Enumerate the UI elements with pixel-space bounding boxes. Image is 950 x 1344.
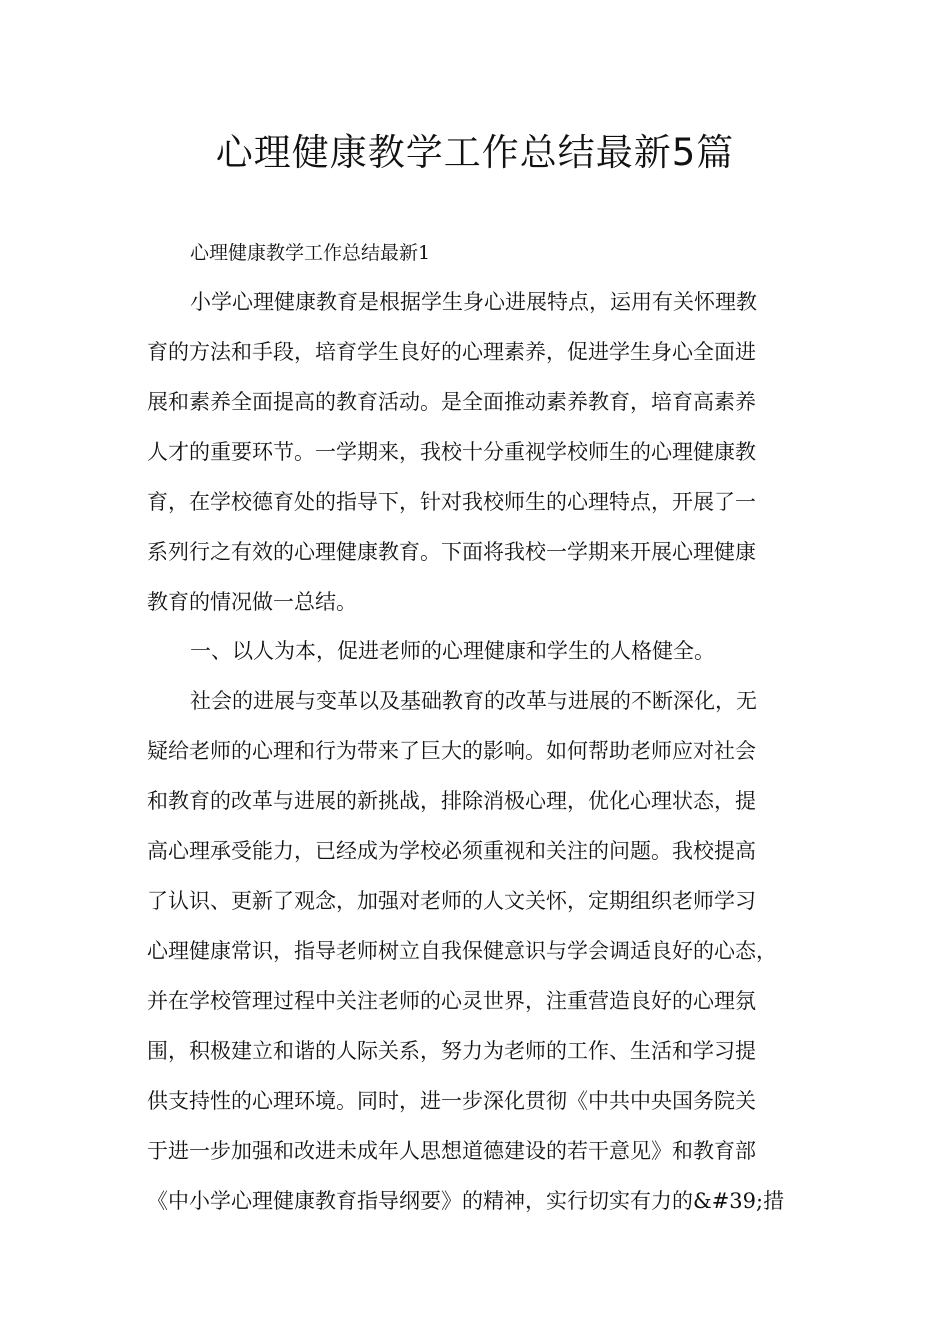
paragraph-line: 展和素养全面提高的教育活动。是全面推动素养教育，培育高素养 bbox=[147, 390, 756, 414]
paragraph-line: 社会的进展与变革以及基础教育的改革与进展的不断深化，无 bbox=[190, 689, 757, 713]
paragraph-line: 《中小学心理健康教育指导纲要》的精神，实行切实有力的&#39;措 bbox=[147, 1189, 785, 1213]
paragraph-line: 人才的重要环节。一学期来，我校十分重视学校师生的心理健康教 bbox=[147, 440, 756, 464]
section-heading: 一、以人为本，促进老师的心理健康和学生的人格健全。 bbox=[190, 639, 715, 663]
paragraph-line: 育的方法和手段，培育学生良好的心理素养，促进学生身心全面进 bbox=[147, 340, 756, 364]
paragraph-line: 育，在学校德育处的指导下，针对我校师生的心理特点，开展了一 bbox=[147, 490, 756, 514]
paragraph-line: 了认识、更新了观念，加强对老师的人文关怀，定期组织老师学习 bbox=[147, 889, 756, 913]
paragraph-line: 于进一步加强和改进未成年人思想道德建设的若干意见》和教育部 bbox=[147, 1139, 756, 1163]
paragraph-line: 心理健康常识，指导老师树立自我保健意识与学会调适良好的心态， bbox=[147, 939, 777, 963]
paragraph-line: 和教育的改革与进展的新挑战，排除消极心理，优化心理状态，提 bbox=[147, 789, 756, 813]
paragraph-line: 并在学校管理过程中关注老师的心灵世界，注重营造良好的心理氛 bbox=[147, 989, 756, 1013]
paragraph-line: 小学心理健康教育是根据学生身心进展特点，运用有关怀理教 bbox=[190, 290, 757, 314]
paragraph-line: 教育的情况做一总结。 bbox=[147, 590, 357, 614]
paragraph-line: 围，积极建立和谐的人际关系，努力为老师的工作、生活和学习提 bbox=[147, 1039, 756, 1063]
section-heading: 心理健康教学工作总结最新1 bbox=[190, 242, 431, 264]
paragraph-line: 系列行之有效的心理健康教育。下面将我校一学期来开展心理健康 bbox=[147, 540, 756, 564]
paragraph-line: 疑给老师的心理和行为带来了巨大的影响。如何帮助老师应对社会 bbox=[147, 739, 756, 763]
paragraph-line: 供支持性的心理环境。同时，进一步深化贯彻《中共中央国务院关 bbox=[147, 1089, 756, 1113]
document-title: 心理健康教学工作总结最新5篇 bbox=[215, 131, 735, 174]
paragraph-line: 高心理承受能力，已经成为学校必须重视和关注的问题。我校提高 bbox=[147, 839, 756, 863]
